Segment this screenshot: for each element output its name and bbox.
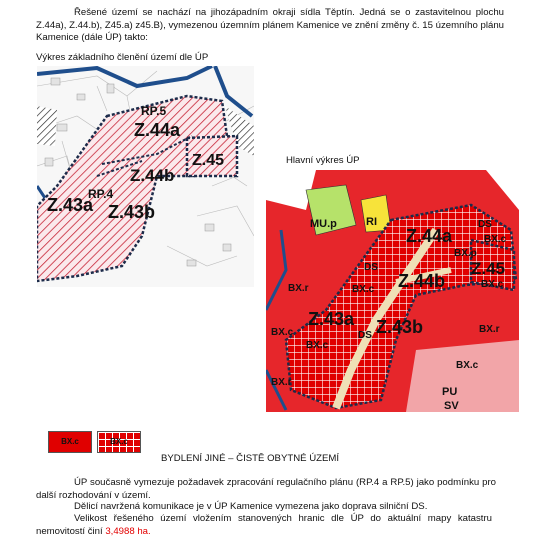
legend-title: BYDLENÍ JINÉ – ČISTĚ OBYTNÉ ÚZEMÍ xyxy=(161,453,340,464)
label-z44a: Z.44a xyxy=(134,120,181,140)
label-rp4: RP.4 xyxy=(88,187,114,201)
legend-swatch-solid: BX.c xyxy=(48,431,92,453)
label-sv: SV xyxy=(444,400,459,412)
label-ds-1: DS xyxy=(478,219,492,230)
caption-left-map: Výkres základního členění území dle ÚP xyxy=(36,52,209,63)
label-bxc-6: BX.c xyxy=(456,360,479,371)
paragraph-area-size xyxy=(36,513,492,538)
label-bxc-5: BX.c xyxy=(306,340,329,351)
label-mup: MU.p xyxy=(310,218,337,230)
intro-paragraph: Řešené území se nachází na jihozápadním okraji sídla Těptín. Jedná se o zastavitelnou plochu Z.44a), Z.44.b), Z45.a) z45.B), vymezenou územním plánem Kamenice ve znění změny č. 15 územního plánu Kamenice (dále ÚP) takto: xyxy=(36,7,504,44)
label-bxp: BX.p xyxy=(454,248,477,259)
label-z44a: Z.44a xyxy=(406,226,453,246)
paragraph-regulation-plan: ÚP současně vymezuje požadavek zpracování regulačního plánu (RP.4 a RP.5) jako podmínku pro další rozhodování v území. xyxy=(36,477,496,501)
label-bxc-4: BX.c xyxy=(271,327,294,338)
label-ri: RI xyxy=(366,216,377,228)
label-z43a: Z.43a xyxy=(308,309,355,329)
label-z43b: Z.43b xyxy=(108,202,156,222)
label-z43b: Z.43b xyxy=(376,317,424,337)
label-z44b: Z.44b xyxy=(398,271,446,291)
label-rp5: RP.5 xyxy=(141,104,167,118)
paragraph-road: Dělicí navržená komunikace je v ÚP Kamenice vymezena jako doprava silniční DS. xyxy=(74,501,428,512)
label-ds-3: DS xyxy=(358,330,372,341)
legend-swatch-grid: BX.c xyxy=(97,431,141,453)
label-bxr-3: BX.r xyxy=(271,377,292,388)
area-size-value: 3,4988 ha. xyxy=(105,525,151,537)
land-use-map-right xyxy=(266,170,519,412)
land-use-map-svg xyxy=(266,170,519,412)
zoning-map-svg xyxy=(37,66,254,287)
zoning-map-left xyxy=(37,66,254,287)
label-z45: Z.45 xyxy=(192,152,225,169)
label-bxr-1: BX.r xyxy=(288,283,309,294)
label-z43a: Z.43a xyxy=(47,195,94,215)
label-bxc-3: BX.c xyxy=(352,284,375,295)
label-z44b: Z.44b xyxy=(130,166,175,185)
label-ds-2: DS xyxy=(364,262,378,273)
label-z45: Z.45 xyxy=(471,259,506,278)
label-bxc-2: BX.c xyxy=(481,279,504,290)
caption-right-map: Hlavní výkres ÚP xyxy=(286,155,360,166)
label-bxr-2: BX.r xyxy=(479,324,500,335)
area-size-text: Velikost řešeného území vložením stanovených hranic dle ÚP do aktuální mapy katastru nemovitostí činí xyxy=(36,513,492,537)
label-bxc-1: BX.c xyxy=(484,234,507,245)
label-pu: PU xyxy=(442,386,458,398)
